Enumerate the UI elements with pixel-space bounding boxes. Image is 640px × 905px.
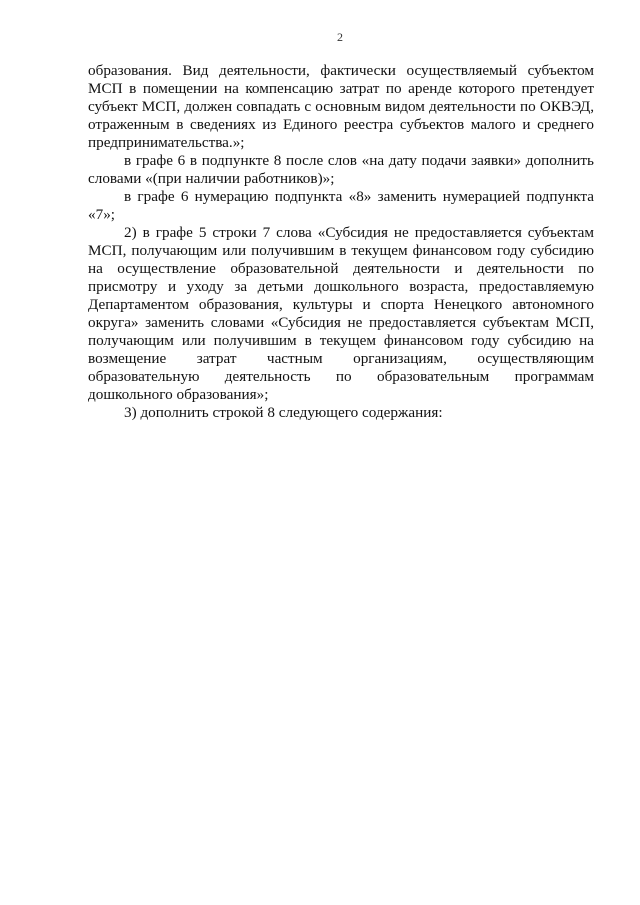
paragraph-continuation: образования. Вид деятельности, фактически осуществляемый субъектом МСП в помещении на компенсацию затрат по аренде которого претендует субъект МСП, должен совпадать с основным видом деятельности по ОКВЭД, отраженным в сведениях из Единого реестра субъектов малого и среднего предпринимательства.»; [88,62,594,151]
page-number: 2 [337,30,343,44]
paragraph-graph6-subitem8: в графе 6 в подпункте 8 после слов «на дату подачи заявки» дополнить словами «(при наличии работников)»; [88,152,594,187]
paragraph-item-2: 2) в графе 5 строки 7 слова «Субсидия не предоставляется субъектам МСП, получающим или получившим в текущем финансовом году субсидию на осуществление образовательной деятельности и деятельности по присмотру и уходу за детьми дошкольного возраста, предоставляемую Департаментом образования, культуры и спорта Ненецкого автономного округа» заменить словами «Субсидия не предоставляется субъектам МСП, получающим или получившим в текущем финансовом году субсидию на возмещение затрат частным организациям, осуществляющим образовательную деятельность по образовательным программам дошкольного образования»; [88,224,594,403]
paragraph-graph6-renumber: в графе 6 нумерацию подпункта «8» заменить нумерацией подпункта «7»; [88,188,594,223]
document-body [88,62,594,422]
paragraph-item-3: 3) дополнить строкой 8 следующего содержания: [124,404,443,421]
